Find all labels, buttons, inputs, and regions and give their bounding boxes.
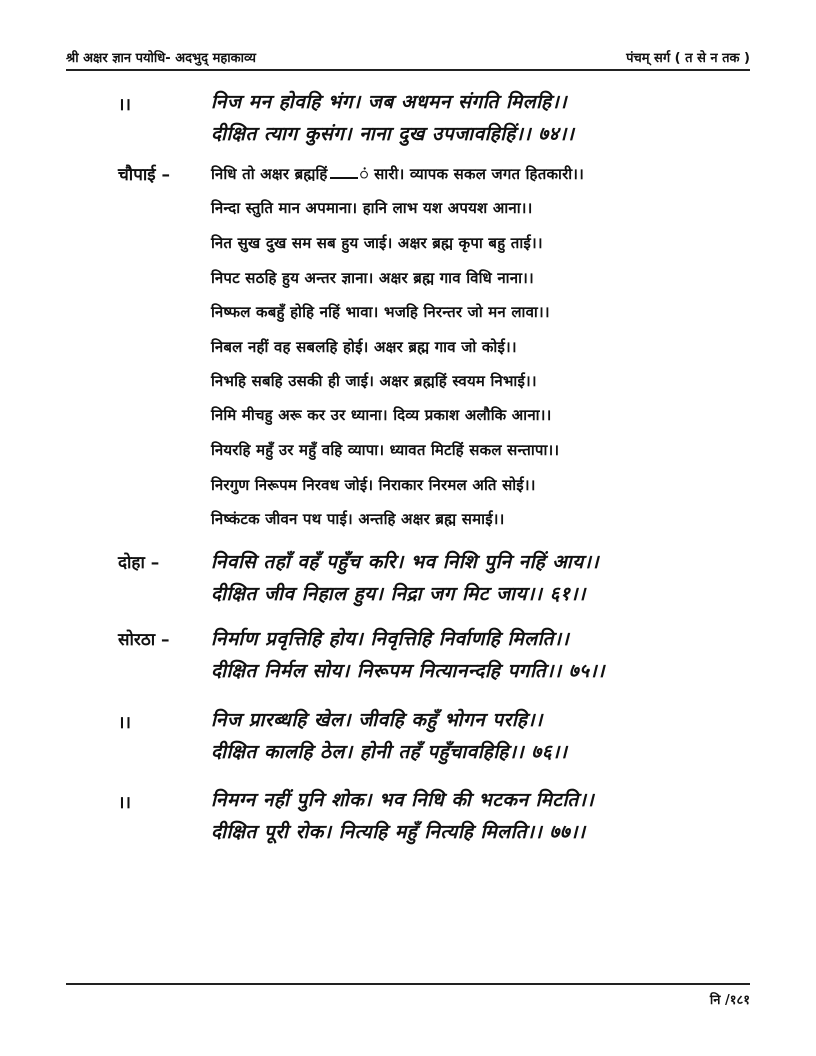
header-chapter-title: पंचम् सर्ग ( त से न तक ) — [626, 51, 750, 66]
chaupai-line: नियरहि महुँ उर महुँ वहि व्यापा। ध्यावत मिटहिं सकल सन्तापा।। — [211, 441, 560, 459]
verse-line: दीक्षित जीव निहाल हुय। निद्रा जग मिट जाय।। ६१।। — [211, 583, 586, 605]
chaupai-line: निभहि सबहि उसकी ही जाई। अक्षर ब्रह्महिं स्वयम निभाई।। — [211, 372, 537, 390]
header-book-title: श्री अक्षर ज्ञान पयोधि- अदभुद् महाकाव्य — [66, 51, 256, 66]
chaupai-line: निबल नहीं वह सबलहि होई। अक्षर ब्रह्म गाव जो कोई।। — [211, 338, 517, 356]
verse-line: दीक्षित कालहि ठेल। होनी तहँ पहुँचावहिहि।। ७६।। — [211, 741, 568, 763]
page-number: नि /१८१ — [709, 993, 750, 1008]
chaupai-line: नित सुख दुख सम सब हुय जाई। अक्षर ब्रह्म कृपा बहु ताई।। — [211, 234, 543, 252]
chaupai-line: निपट सठहि हुय अन्तर ज्ञाना। अक्षर ब्रह्म गाव विधि नाना।। — [211, 269, 534, 287]
blank-underline — [330, 165, 358, 179]
chaupai-line-part: निधि तो अक्षर ब्रह्महिं — [211, 165, 328, 183]
verse-label: ।। — [118, 95, 131, 115]
verse-label: ।। — [118, 793, 131, 813]
chaupai-line: निष्कंटक जीवन पथ पाई। अन्तहि अक्षर ब्रह्म समाई।। — [211, 510, 505, 528]
chaupai-line — [211, 164, 584, 184]
chaupai-line: निरगुण निरूपम निरवध जोई। निराकार निरमल अति सोई।। — [211, 476, 536, 494]
chaupai-line-part: ं सारी। व्यापक सकल जगत हितकारी।। — [359, 165, 585, 183]
verse-line: निज मन होवहि भंग। जब अधमन संगति मिलहि।। — [211, 91, 568, 113]
chaupai-label: चौपाई – — [118, 165, 171, 185]
verse-line: निवसि तहाँ वहँ पहुँच करि। भव निशि पुनि नहिं आय।। — [211, 551, 600, 573]
verse-line: निज प्रारब्धहि खेल। जीवहि कहुँ भोगन परहि।। — [211, 709, 543, 731]
verse-line: निमग्न नहीं पुनि शोक। भव निधि की भटकन मिटति।। — [211, 789, 595, 811]
verse-line: दीक्षित पूरी रोक। नित्यहि महुँ नित्यहि मिलति।। ७७।। — [211, 821, 586, 843]
verse-line: निर्माण प्रवृत्तिहि होय। निवृत्तिहि निर्वाणहि मिलति।। — [211, 628, 570, 650]
verse-line: दीक्षित निर्मल सोय। निरूपम नित्यानन्दहि पगति।। ७५।। — [211, 660, 605, 682]
verse-label: ।। — [118, 713, 131, 733]
chaupai-line: निन्दा स्तुति मान अपमाना। हानि लाभ यश अपयश आना।। — [211, 199, 533, 217]
chaupai-line: निमि मीचहु अरू कर उर ध्याना। दिव्य प्रकाश अलौकि आना।। — [211, 406, 552, 424]
soratha-label: सोरठा – — [118, 630, 170, 650]
chaupai-line: निष्फल कबहुँ होहि नहिं भावा। भजहि निरन्तर जो मन लावा।। — [211, 303, 550, 321]
verse-line: दीक्षित त्याग कुसंग। नाना दुख उपजावहिहिं।। ७४।। — [211, 123, 575, 145]
doha-label: दोहा – — [118, 553, 160, 573]
footer-rule — [66, 983, 750, 985]
